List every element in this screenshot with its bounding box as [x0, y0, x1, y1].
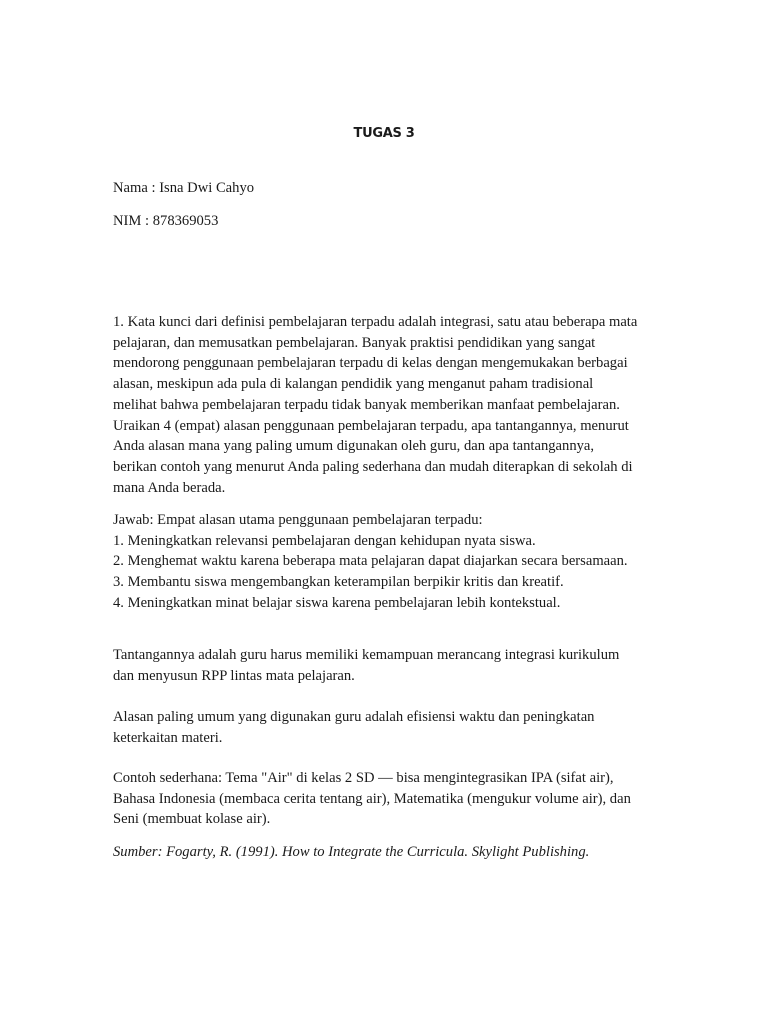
challenge-paragraph [113, 645, 658, 686]
challenge-line: dan menyusun RPP lintas mata pelajaran. [113, 667, 355, 684]
example-line: Seni (membuat kolase air). [113, 811, 271, 828]
document-title: TUGAS 3 [353, 126, 415, 141]
question-paragraph [113, 312, 658, 498]
question-line: 1. Kata kunci dari definisi pembelajaran terpadu adalah integrasi, satu atau beberapa mata [113, 314, 638, 330]
example-line: Bahasa Indonesia (membaca cerita tentang air), Matematika (mengukur volume air), dan [113, 790, 631, 807]
reason-paragraph [113, 707, 658, 748]
question-line: melihat bahwa pembelajaran terpadu tidak banyak memberikan manfaat pembelajaran. [113, 396, 620, 413]
question-line: mendorong penggunaan pembelajaran terpadu di kelas dengan mengemukakan berbagai [113, 355, 628, 372]
student-nim: NIM : 878369053 [113, 213, 219, 229]
example-paragraph [113, 768, 658, 830]
question-line: alasan, meskipun ada pula di kalangan pendidik yang menganut paham tradisional [113, 376, 594, 393]
question-line: pelajaran, dan memusatkan pembelajaran. Banyak praktisi pendidikan yang sangat [113, 334, 596, 351]
question-line: Uraikan 4 (empat) alasan penggunaan pembelajaran terpadu, apa tantangannya, menurut [113, 417, 629, 434]
example-line: Contoh sederhana: Tema "Air" di kelas 2 SD — bisa mengintegrasikan IPA (sifat air), [113, 770, 614, 786]
student-name: Nama : Isna Dwi Cahyo [113, 180, 255, 196]
reason-line: keterkaitan materi. [113, 729, 223, 746]
answer-line: 2. Menghemat waktu karena beberapa mata pelajaran dapat diajarkan secara bersamaan. [113, 553, 628, 570]
answer-paragraph [113, 510, 658, 614]
question-line: mana Anda berada. [113, 479, 226, 496]
challenge-line: Tantangannya adalah guru harus memiliki kemampuan merancang integrasi kurikulum [113, 647, 620, 663]
source-citation: Sumber: Fogarty, R. (1991). How to Integrate the Curricula. Skylight Publishing. [113, 844, 590, 860]
question-line: berikan contoh yang menurut Anda paling sederhana dan mudah diterapkan di sekolah di [113, 458, 633, 475]
answer-line: 4. Meningkatkan minat belajar siswa karena pembelajaran lebih kontekstual. [113, 594, 561, 611]
reason-line: Alasan paling umum yang digunakan guru adalah efisiensi waktu dan peningkatan [113, 709, 595, 725]
answer-line: 3. Membantu siswa mengembangkan keterampilan berpikir kritis dan kreatif. [113, 574, 564, 591]
answer-line: Jawab: Empat alasan utama penggunaan pembelajaran terpadu: [113, 512, 483, 528]
question-line: Anda alasan mana yang paling umum digunakan oleh guru, dan apa tantangannya, [113, 438, 595, 455]
answer-line: 1. Meningkatkan relevansi pembelajaran dengan kehidupan nyata siswa. [113, 532, 536, 549]
